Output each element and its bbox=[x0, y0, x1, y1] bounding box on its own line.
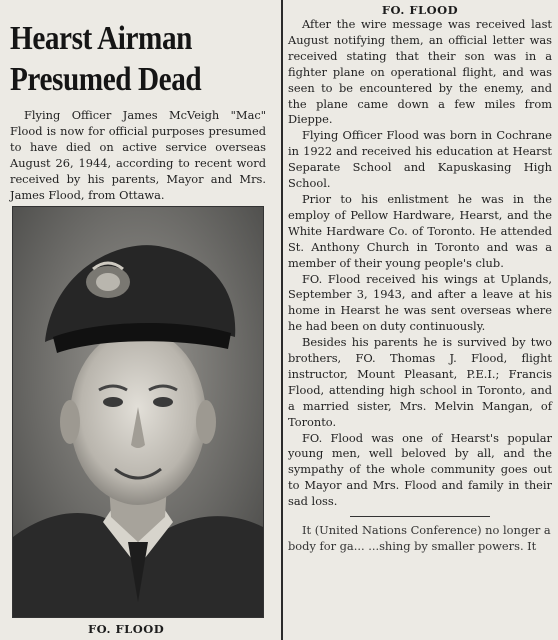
right-column bbox=[288, 0, 552, 640]
portrait-photo bbox=[12, 206, 264, 618]
continued-header: FO. FLOOD bbox=[381, 3, 459, 17]
body-paragraph: Besides his parents he is survived by two brothers, FO. Thomas J. Flood, flight instructor, Mount Pleasant, P.E.I.; Francis Flood, attending high school in Toronto, and a married sister, Mrs. Melvin Mangan, of Toronto. bbox=[288, 335, 552, 429]
body-paragraph: Prior to his enlistment he was in the employ of Pellow Hardware, Hearst, and the White Hardware Co. of Toronto. He attended St. Anthony Church in Toronto and was a member of their young people's club. bbox=[288, 191, 552, 270]
body-paragraph: FO. Flood received his wings at Uplands, September 3, 1943, and after a leave at his home in Hearst he was sent overseas where he had been on duty continuously. bbox=[288, 271, 552, 334]
column-rule bbox=[281, 0, 283, 640]
lead-paragraph: Flying Officer James McVeigh "Mac" Flood is now for official purposes presumed to have died on active service overseas August 26, 1944, according to recent word received by his parents, Mayor and Mrs. James Flood, from Ottawa. bbox=[10, 108, 266, 202]
body-paragraph: Flying Officer Flood was born in Cochrane in 1922 and received his education at Hearst Separate School and Kapuskasing High School. bbox=[288, 128, 552, 191]
article-divider bbox=[350, 516, 490, 517]
body-paragraph: FO. Flood was one of Hearst's popular young men, well beloved by all, and the sympathy of the whole community goes out to Mayor and Mrs. Flood and family in their sad loss. bbox=[288, 430, 552, 509]
body-paragraph: After the wire message was received last August notifying them, an official letter was received stating that their son was in a fighter plane on operational flight, and was seen to be encountered by the enemy, and the plane came down a few miles from Dieppe. bbox=[288, 17, 552, 127]
next-article-fragment: It (United Nations Conference) no longer a body for ga... ...shing by smaller powers. It bbox=[288, 523, 551, 553]
headline: Hearst Airman Presumed Dead bbox=[10, 20, 202, 98]
photo-caption: FO. FLOOD bbox=[88, 622, 165, 636]
